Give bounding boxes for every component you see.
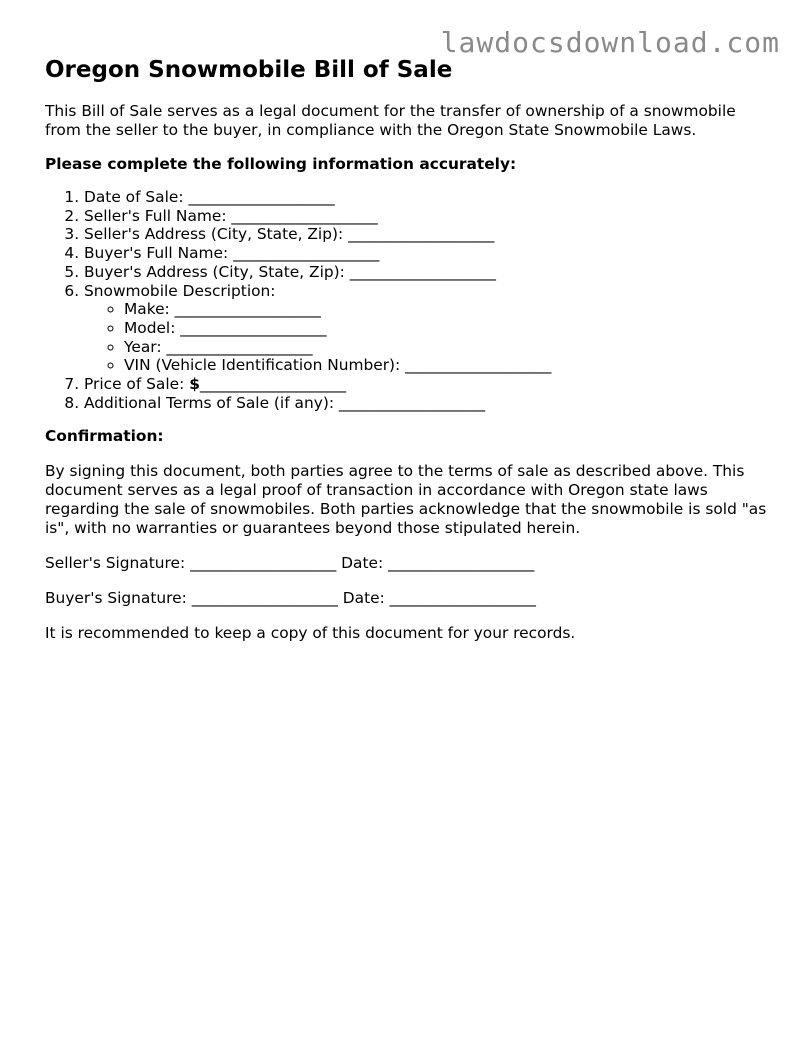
field-vin bbox=[124, 356, 775, 375]
field-label: Year: bbox=[124, 337, 167, 356]
field-buyer-address bbox=[84, 263, 775, 282]
instructions-heading: Please complete the following information accurately: bbox=[45, 155, 517, 173]
field-label: Seller's Address (City, State, Zip): bbox=[84, 225, 349, 244]
field-seller-name bbox=[84, 207, 775, 226]
field-snowmobile-description bbox=[84, 282, 775, 376]
field-seller-address bbox=[84, 225, 775, 244]
buyer-date-label: Date: bbox=[337, 589, 390, 608]
field-date-of-sale bbox=[84, 188, 775, 207]
blank-line[interactable]: ___________________ bbox=[166, 337, 313, 356]
blank-line[interactable]: ___________________ bbox=[174, 300, 321, 319]
field-label: Price of Sale: bbox=[84, 375, 190, 394]
field-label: Date of Sale: bbox=[84, 188, 189, 206]
watermark: lawdocsdownload.com bbox=[440, 26, 780, 59]
blank-line[interactable]: ___________________ bbox=[231, 206, 378, 225]
field-model bbox=[124, 319, 775, 338]
field-label: Make: bbox=[124, 300, 175, 319]
field-label: Snowmobile Description: bbox=[84, 281, 276, 300]
field-additional-terms bbox=[84, 394, 775, 413]
fields-list bbox=[45, 188, 775, 412]
document-title: Oregon Snowmobile Bill of Sale bbox=[45, 57, 453, 83]
intro-paragraph: This Bill of Sale serves as a legal document for the transfer of ownership of a snowmobile from the seller to the buyer, in compliance with the Oregon State Snowmobile Laws. bbox=[45, 102, 736, 139]
blank-line[interactable]: ___________________ bbox=[233, 244, 380, 263]
field-label: Seller's Full Name: bbox=[84, 206, 232, 225]
buyer-signature-blank[interactable]: ___________________ bbox=[191, 589, 338, 608]
blank-line[interactable]: ___________________ bbox=[180, 318, 327, 337]
buyer-signature-label: Buyer's Signature: bbox=[45, 589, 192, 608]
seller-signature-line bbox=[45, 554, 775, 573]
confirmation-paragraph: By signing this document, both parties agree to the terms of sale as described above. This document serves as a legal proof of transaction in accordance with Oregon state laws regarding the sale of snowmobiles. Both parties acknowledge that the snowmobile is sold "as is", with no warranties or guarantees beyond those stipulated herein. bbox=[45, 462, 767, 538]
footer-note: It is recommended to keep a copy of this document for your records. bbox=[45, 624, 576, 643]
field-buyer-name bbox=[84, 244, 775, 263]
dollar-sign: $ bbox=[189, 375, 200, 394]
blank-line[interactable]: ___________________ bbox=[199, 375, 347, 394]
field-label: VIN (Vehicle Identification Number): bbox=[124, 356, 406, 375]
field-label: Buyer's Address (City, State, Zip): bbox=[84, 262, 350, 281]
field-label: Model: bbox=[124, 318, 181, 337]
field-label: Additional Terms of Sale (if any): bbox=[84, 393, 339, 412]
confirmation-heading: Confirmation: bbox=[45, 427, 164, 446]
buyer-signature-line bbox=[45, 589, 775, 608]
seller-signature-label: Seller's Signature: bbox=[45, 554, 191, 573]
document-body bbox=[45, 54, 775, 643]
blank-line[interactable]: ___________________ bbox=[338, 393, 486, 412]
blank-line[interactable]: ___________________ bbox=[188, 188, 335, 206]
blank-line[interactable]: ___________________ bbox=[405, 356, 552, 375]
description-sublist bbox=[84, 300, 775, 375]
buyer-date-blank[interactable]: ___________________ bbox=[389, 589, 536, 608]
seller-date-label: Date: bbox=[336, 554, 389, 573]
field-label: Buyer's Full Name: bbox=[84, 244, 234, 263]
seller-date-blank[interactable]: ___________________ bbox=[388, 554, 535, 573]
blank-line[interactable]: ___________________ bbox=[349, 262, 496, 281]
seller-signature-blank[interactable]: ___________________ bbox=[190, 554, 337, 573]
blank-line[interactable]: ___________________ bbox=[348, 225, 495, 244]
field-year bbox=[124, 338, 775, 357]
field-price bbox=[84, 375, 775, 394]
field-make bbox=[124, 300, 775, 319]
